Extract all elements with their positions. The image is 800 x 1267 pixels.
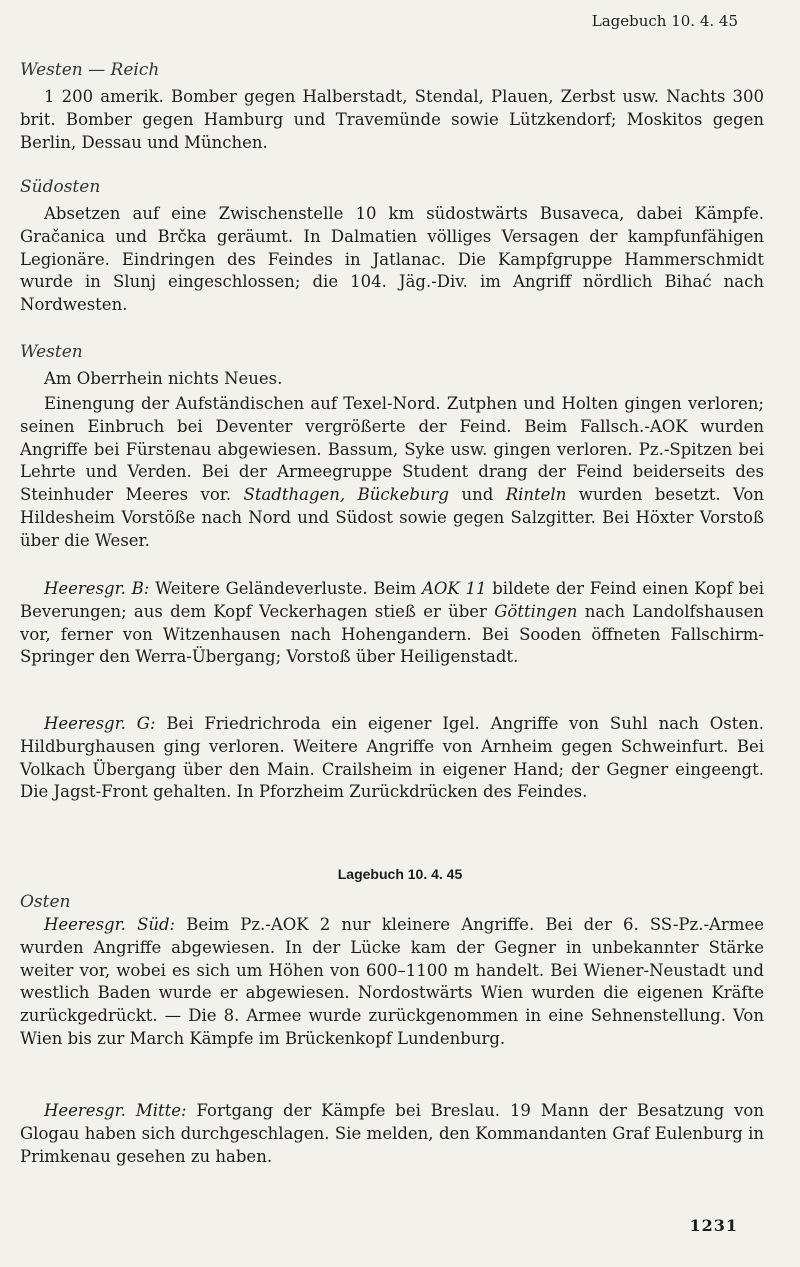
section-title-westen: Westen bbox=[20, 342, 83, 362]
section-title-suedosten: Südosten bbox=[20, 177, 101, 197]
paragraph bbox=[20, 578, 764, 669]
italic-army-group: Heeresgr. Mitte: bbox=[44, 1101, 187, 1120]
text-run: Weitere Geländeverluste. Beim bbox=[149, 579, 422, 598]
paragraph bbox=[20, 713, 764, 804]
text-run: bildete der Feind einen Kopf bei Beverungen; aus dem Kopf Veckerhagen stieß er über bbox=[20, 579, 765, 621]
paragraph bbox=[20, 914, 764, 1051]
text-run: Beim Pz.-AOK 2 nur kleinere Angriffe. Bei der 6. SS-Pz.-Armee wurden Angriffe abgewiesen. In der Lücke kam der Gegner in unbekannter Stärke weiter vor, wobei es sich um Höhen von 600–1100 m handelt. Bei Wiener-Neustadt und westlich Baden wurde er abgewiesen. Nordostwärts Wien wurden die eigenen Kräfte zurückgedrückt. — Die 8. Armee wurde zurückgenommen in eine Sehnenstellung. Von Wien bis zur March Kämpfe im Brückenkopf Lundenburg. bbox=[20, 915, 764, 1048]
paragraph: Absetzen auf eine Zwischenstelle 10 km südostwärts Busaveca, dabei Kämpfe. Gračanica und Brčka geräumt. In Dalmatien völliges Versagen der kampfunfähigen Legionäre. Eindringen des Feindes in Jatlanac. Die Kampfgruppe Hammerschmidt wurde in Slunj eingeschlossen; die 104. Jäg.-Div. im Angriff nördlich Bihać nach Nordwesten. bbox=[20, 204, 764, 315]
overlay-header: Lagebuch 10. 4. 45 bbox=[337, 866, 463, 882]
italic-army-group: Heeresgr. Süd: bbox=[44, 915, 176, 934]
paragraph: 1 200 amerik. Bomber gegen Halberstadt, Stendal, Plauen, Zerbst usw. Nachts 300 brit. Bomber gegen Hamburg und Travemünde sowie Lützkendorf; Moskitos gegen Berlin, Dessau und München. bbox=[20, 87, 764, 152]
italic-place-name: Göttingen bbox=[494, 601, 578, 621]
running-header: Lagebuch 10. 4. 45 bbox=[591, 12, 738, 30]
italic-place-name: Rinteln bbox=[505, 485, 567, 505]
page-number: 1231 bbox=[689, 1216, 738, 1235]
text-run: Einengung der Aufständischen auf Texel-Nord. Zutphen und Holten gingen verloren; seinen Einbruch bei Deventer vergrößerte der Feind. Beim Fallsch.-AOK wurden Angriffe bei Fürstenau abgewiesen. Bassum, Syke usw. gingen verloren. Pz.-Spitzen bei Lehrte und Verden. Bei der Armeegruppe Student drang der Feind beiderseits des Steinhuder Meeres vor. bbox=[20, 394, 764, 505]
paragraph bbox=[20, 393, 764, 553]
text-run: Fortgang der Kämpfe bei Breslau. 19 Mann der Besatzung von Glogau haben sich durchgeschlagen. Sie melden, den Kommandanten Graf Eulenburg in Primkenau gesehen zu haben. bbox=[20, 1101, 764, 1166]
section-title-westen-reich: Westen — Reich bbox=[20, 60, 160, 80]
text-run: und bbox=[449, 485, 506, 505]
text-run: Bei Friedrichroda ein eigener Igel. Angriffe von Suhl nach Osten. Hildburghausen ging verloren. Weitere Angriffe von Arnheim gegen Schweinfurt. Bei Volkach Übergang über den Main. Crailsheim in eigener Hand; der Gegner eingeengt. Die Jagst-Front gehalten. In Pforzheim Zurückdrücken des Feindes. bbox=[20, 714, 764, 802]
italic-army-group: Heeresgr. G: bbox=[44, 714, 156, 733]
italic-army-group: Heeresgr. B: bbox=[44, 579, 150, 598]
paragraph bbox=[20, 1100, 764, 1168]
paragraph: Am Oberrhein nichts Neues. bbox=[44, 369, 283, 388]
italic-place-names: Stadthagen, Bückeburg bbox=[243, 485, 449, 505]
text-run: wurden besetzt. Von Hildesheim Vorstöße nach Nord und Südost sowie gegen Salzgitter. Bei Höxter Vorstoß über die Weser. bbox=[20, 485, 764, 550]
italic-unit: AOK 11 bbox=[421, 579, 487, 598]
text-run: nach Landolfshausen vor, ferner von Witzenhausen nach Hohengandern. Bei Sooden öffneten Fallschirm-Springer den Werra-Übergang; Vorstoß über Heiligenstadt. bbox=[20, 601, 764, 667]
section-title-osten: Osten bbox=[20, 892, 71, 912]
